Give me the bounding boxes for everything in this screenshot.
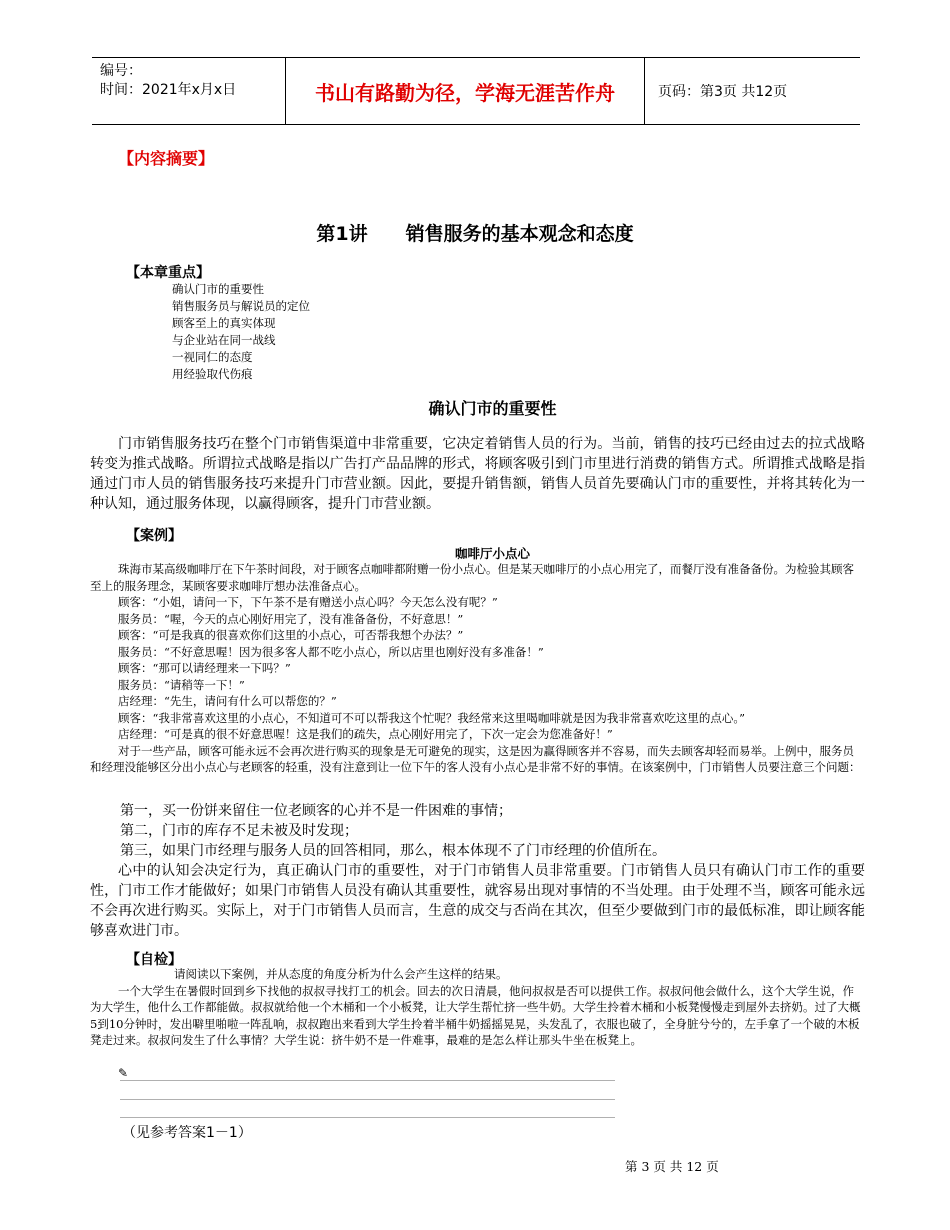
self-check-label: 【自检】: [126, 952, 182, 968]
page-header: [92, 57, 860, 125]
case-line: 服务员：“喔，今天的点心刚好用完了，没有准备备份，不好意思！”: [118, 611, 464, 626]
list-item: 顾客至上的真实体现: [172, 316, 276, 330]
case-line: 顾客：“可是我真的很喜欢你们这里的小点心，可否帮我想个办法？”: [118, 628, 464, 642]
time-label: 时间：2021年x月x日: [100, 82, 237, 98]
case-line: 店经理：“先生，请问有什么可以帮您的？”: [118, 694, 337, 708]
page-footer: 第 3 页 共 12 页: [625, 1159, 719, 1174]
list-item: 确认门市的重要性: [172, 282, 264, 296]
answer-line[interactable]: [120, 1117, 615, 1118]
header-meta: [100, 62, 236, 100]
self-check-instruction: 请阅读以下案例，并从态度的角度分析为什么会产生这样的结果。: [174, 967, 508, 981]
case-points: [120, 801, 666, 861]
case-line: 对于一些产品，顾客可能永远不会再次进行购买的现象是无可避免的现实，这是因为赢得顾客并不容易，而失去顾客却轻而易举。上例中，服务员和经理没能够区分出小点心与老顾客的轻重，没有注意到让一位下午的客人没有小点心是非常不好的事情。在该案例中，门市销售人员要注意三个问题：: [90, 743, 861, 774]
answer-line[interactable]: [120, 1099, 615, 1100]
list-item: 与企业站在同一战线: [172, 333, 276, 347]
list-item: 一视同仁的态度: [172, 350, 253, 364]
header-page-info: 页码：第3页 共12页: [658, 84, 788, 100]
lecture-name: 销售服务的基本观念和态度: [405, 223, 634, 245]
case-line: 顾客：“我非常喜欢这里的小点心，不知道可不可以帮我这个忙呢？我经常来这里喝咖啡就是因为我非常喜欢吃这里的点心。”: [118, 710, 746, 725]
summary-label: 【内容摘要】: [118, 149, 215, 168]
case-point: 第一，买一份饼来留住一位老顾客的心并不是一件困难的事情；: [120, 803, 512, 819]
case-text: [90, 561, 865, 776]
header-motto: 书山有路勤为径，学海无涯苦作舟: [285, 58, 645, 124]
pen-icon: ✎: [118, 1066, 129, 1080]
lecture-title: [0, 219, 950, 246]
case-line: 珠海市某高级咖啡厅在下午茶时间段，对于顾客点咖啡都附赠一份小点心。但是某天咖啡厅的小点心用完了，而餐厅没有准备备份。为检验其顾客至上的服务理念，某顾客要求咖啡厅想办法准备点心。: [90, 562, 854, 593]
case-line: 店经理：“可是真的很不好意思喔！这是我们的疏失，点心刚好用完了，下次一定会为您准备好！”: [118, 727, 613, 741]
lecture-number: 第1讲: [316, 223, 368, 245]
case-point: 第三，如果门市经理与服务人员的回答相同，那么，根本体现不了门市经理的价值所在。: [120, 843, 666, 859]
answer-reference: （见参考答案1－1）: [122, 1125, 252, 1141]
list-item: 销售服务员与解说员的定位: [172, 299, 310, 313]
self-check-story: 一个大学生在暑假时回到乡下找他的叔叔寻找打工的机会。回去的次日清晨，他问叔叔是否可以提供工作。叔叔问他会做什么，这个大学生说，作为大学生，他什么工作都能做。叔叔就给他一个木桶和一个小板凳，让大学生帮忙挤一些牛奶。大学生拎着木桶和小板凳慢慢走到屋外去挤奶。过了大概5到10分钟时，发出噼里啪啦一阵乱响，叔叔跑出来看到大学生拎着半桶牛奶摇摇晃晃，头发乱了，衣服也破了，全身脏兮兮的，左手拿了一个破的木板凳走过来。叔叔问发生了什么事情？大学生说：挤牛奶不是一件难事，最难的是怎么样让那头牛坐在板凳上。: [90, 983, 861, 1047]
section-title: 确认门市的重要性: [428, 399, 557, 418]
key-points-list: [172, 281, 310, 383]
case-label: 【案例】: [126, 528, 182, 544]
case-line: 服务员：“不好意思喔！因为很多客人都不吃小点心，所以店里也刚好没有多准备！”: [118, 644, 544, 659]
list-item: 用经验取代伤痕: [172, 367, 253, 381]
case-title: 咖啡厅小点心: [454, 546, 530, 561]
case-line: 服务员：“请稍等一下！”: [118, 677, 245, 692]
case-conclusion: 心中的认知会决定行为，真正确认门市的重要性，对于门市销售人员非常重要。门市销售人员只有确认门市工作的重要性，门市工作才能做好；如果门市销售人员没有确认其重要性，就容易出现对事情的不当处理。由于处理不当，顾客可能永远不会再次进行购买。实际上，对于门市销售人员而言，生意的成交与否尚在其次，但至少要做到门市的最低标准，即让顾客能够喜欢进门市。: [90, 863, 865, 939]
self-check-text: [90, 966, 865, 1049]
case-point: 第二，门市的库存不足未被及时发现；: [120, 823, 358, 839]
number-label: 编号：: [100, 63, 142, 79]
case-line: 顾客：“小姐，请问一下，下午茶不是有赠送小点心吗？今天怎么没有呢？”: [118, 595, 498, 609]
answer-line[interactable]: [120, 1080, 615, 1081]
intro-paragraph: 门市销售服务技巧在整个门市销售渠道中非常重要，它决定着销售人员的行为。当前，销售的技巧已经由过去的拉式战略转变为推式战略。所谓拉式战略是指以广告打产品品牌的形式，将顾客吸引到门市里进行消费的销售方式。所谓推式战略是指通过门市人员的销售服务技巧来提升门市营业额。因此，要提升销售额，销售人员首先要确认门市的重要性，并将其转化为一种认知，通过服务体现，以赢得顾客，提升门市营业额。: [90, 436, 865, 512]
case-line: 顾客：“那可以请经理来一下吗？”: [118, 661, 291, 675]
key-points-label: 【本章重点】: [126, 265, 210, 281]
